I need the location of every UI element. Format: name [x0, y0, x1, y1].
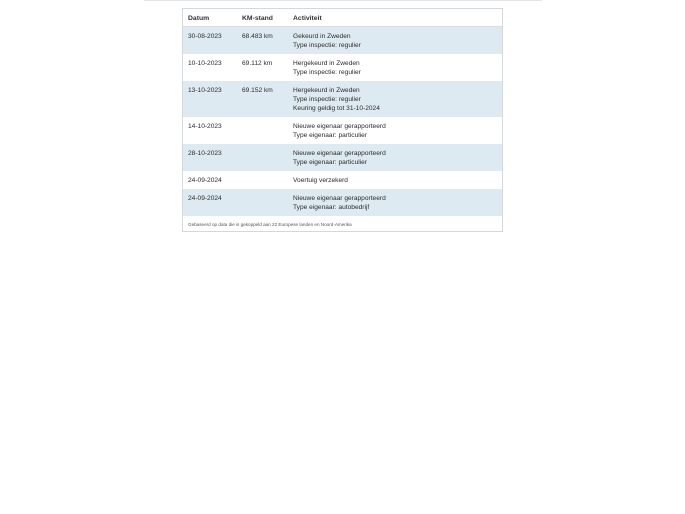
- vehicle-history-panel: [182, 8, 503, 232]
- table-row: [183, 144, 502, 171]
- cell-date: 28-10-2023: [183, 144, 238, 171]
- table-body: [183, 27, 502, 217]
- cell-date: 13-10-2023: [183, 81, 238, 117]
- activity-line: Type inspectie: regulier: [293, 42, 361, 49]
- cell-km: 69.152 km: [238, 81, 289, 117]
- data-source-footnote: Gebaseerd op data die is gekoppeld aan 22 Europese landen en Noord-Amerika: [188, 222, 352, 227]
- activity-line: Hergekeurd in Zweden: [293, 60, 360, 67]
- activity-line: Type eigenaar: particulier: [293, 159, 368, 166]
- table-row: [183, 54, 502, 81]
- cell-activity: [289, 54, 502, 81]
- activity-line: Nieuwe eigenaar gerapporteerd: [293, 123, 386, 130]
- activity-line: Nieuwe eigenaar gerapporteerd: [293, 195, 386, 202]
- cell-activity: [289, 117, 502, 144]
- cell-date: 24-09-2024: [188, 177, 222, 184]
- cell-km: 68.483 km: [238, 27, 289, 55]
- cell-date: 24-09-2024: [183, 189, 238, 216]
- table-row: [183, 117, 502, 144]
- activity-line: Keuring geldig tot 31-10-2024: [293, 105, 380, 112]
- cell-km: [238, 144, 289, 171]
- table-row: [183, 81, 502, 117]
- activity-line: Type inspectie: regulier: [293, 96, 361, 103]
- activity-line: Voertuig verzekerd: [293, 177, 348, 184]
- top-divider: [144, 0, 542, 1]
- cell-date: 14-10-2023: [188, 123, 222, 130]
- table-row: [183, 171, 502, 189]
- cell-activity: [289, 81, 502, 117]
- activity-line: Nieuwe eigenaar gerapporteerd: [293, 150, 386, 157]
- cell-activity: [289, 144, 502, 171]
- vehicle-history-table: [183, 9, 502, 216]
- table-row: [183, 189, 502, 216]
- cell-km: 69.112 km: [242, 60, 273, 67]
- cell-km: [238, 171, 289, 189]
- activity-line: Type eigenaar: autobedrijf: [293, 204, 370, 211]
- header-row: [183, 9, 502, 27]
- cell-activity: [289, 189, 502, 216]
- cell-km: [238, 117, 289, 144]
- cell-date: 10-10-2023: [188, 60, 222, 67]
- activity-line: Type inspectie: regulier: [293, 69, 361, 76]
- table-row: [183, 27, 502, 55]
- activity-line: Type eigenaar: particulier: [293, 132, 368, 139]
- cell-km: [238, 189, 289, 216]
- cell-activity: [289, 27, 502, 55]
- header-date: Datum: [183, 9, 238, 27]
- table-header: [183, 9, 502, 27]
- cell-activity: [289, 171, 502, 189]
- activity-line: Gekeurd in Zweden: [293, 33, 351, 40]
- header-activity: Activiteit: [289, 9, 502, 27]
- header-km: KM-stand: [238, 9, 289, 27]
- cell-date: 30-08-2023: [183, 27, 238, 55]
- activity-line: Hergekeurd in Zweden: [293, 87, 360, 94]
